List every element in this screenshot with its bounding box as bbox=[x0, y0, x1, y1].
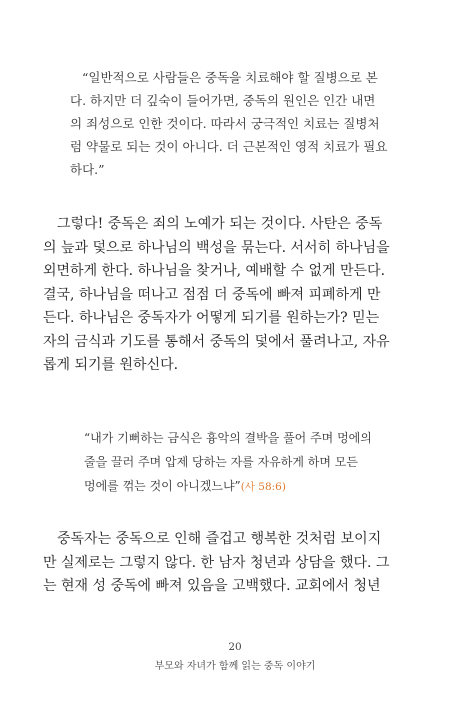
quote-line: 하다.” bbox=[70, 162, 105, 177]
scripture-reference: (사 58:6) bbox=[240, 481, 286, 493]
quote-line: 의 죄성으로 인한 것이다. 따라서 궁극적인 치료는 질병처 bbox=[70, 116, 380, 131]
quote-line: “내가 기뻐하는 금식은 흉악의 결박을 풀어 주며 멍에의 bbox=[84, 431, 372, 445]
page-number: 20 bbox=[228, 641, 242, 653]
paragraph-line: 롭게 되기를 원하신다. bbox=[43, 357, 179, 373]
quote-line: 럼 약물로 되는 것이 아니다. 더 근본적인 영적 치료가 필요 bbox=[70, 139, 388, 154]
quote-line: “일반적으로 사람들은 중독을 치료해야 할 질병으로 본 bbox=[82, 70, 378, 85]
paragraph-line: 외면하게 한다. 하나님을 찾거나, 예배할 수 없게 만든다. bbox=[43, 263, 386, 279]
book-title: 부모와 자녀가 함께 읽는 중독 이야기 bbox=[154, 661, 316, 672]
paragraph-line: 든다. 하나님은 중독자가 어떻게 되기를 원하는가? 믿는 bbox=[43, 310, 380, 326]
body-paragraph-2 bbox=[43, 528, 390, 599]
paragraph-line: 의 늪과 덫으로 하나님의 백성을 묶는다. 서서히 하나님을 bbox=[43, 239, 390, 256]
paragraph-line: 자의 금식과 기도를 통해서 중독의 덫에서 풀려나고, 자유 bbox=[43, 333, 390, 350]
scripture-quote bbox=[84, 426, 372, 499]
body-paragraph-1 bbox=[43, 213, 390, 378]
paragraph-line: 결국, 하나님을 떠나고 점점 더 중독에 빠져 피폐하게 만 bbox=[43, 286, 381, 303]
opening-quote bbox=[70, 66, 388, 181]
paragraph-line: 는 현재 성 중독에 빠져 있음을 고백했다. 교회에서 청년 bbox=[43, 578, 381, 594]
paragraph-line: 만 실제로는 그렇지 않다. 한 남자 청년과 상담을 했다. 그 bbox=[43, 554, 390, 571]
quote-text: 멍에를 꺾는 것이 아니겠느냐” bbox=[84, 479, 241, 493]
paragraph-line: 중독자는 중독으로 인해 즐겁고 행복한 것처럼 보이지 bbox=[57, 531, 382, 547]
quote-line: 줄을 끌러 주며 압제 당하는 자를 자유하게 하며 모든 bbox=[84, 455, 358, 469]
quote-line-last bbox=[84, 474, 369, 499]
paragraph-line: 그렇다! 중독은 죄의 노예가 되는 것이다. 사탄은 중독 bbox=[57, 216, 383, 232]
quote-line: 다. 하지만 더 깊숙이 들어가면, 중독의 원인은 인간 내면 bbox=[70, 93, 376, 108]
